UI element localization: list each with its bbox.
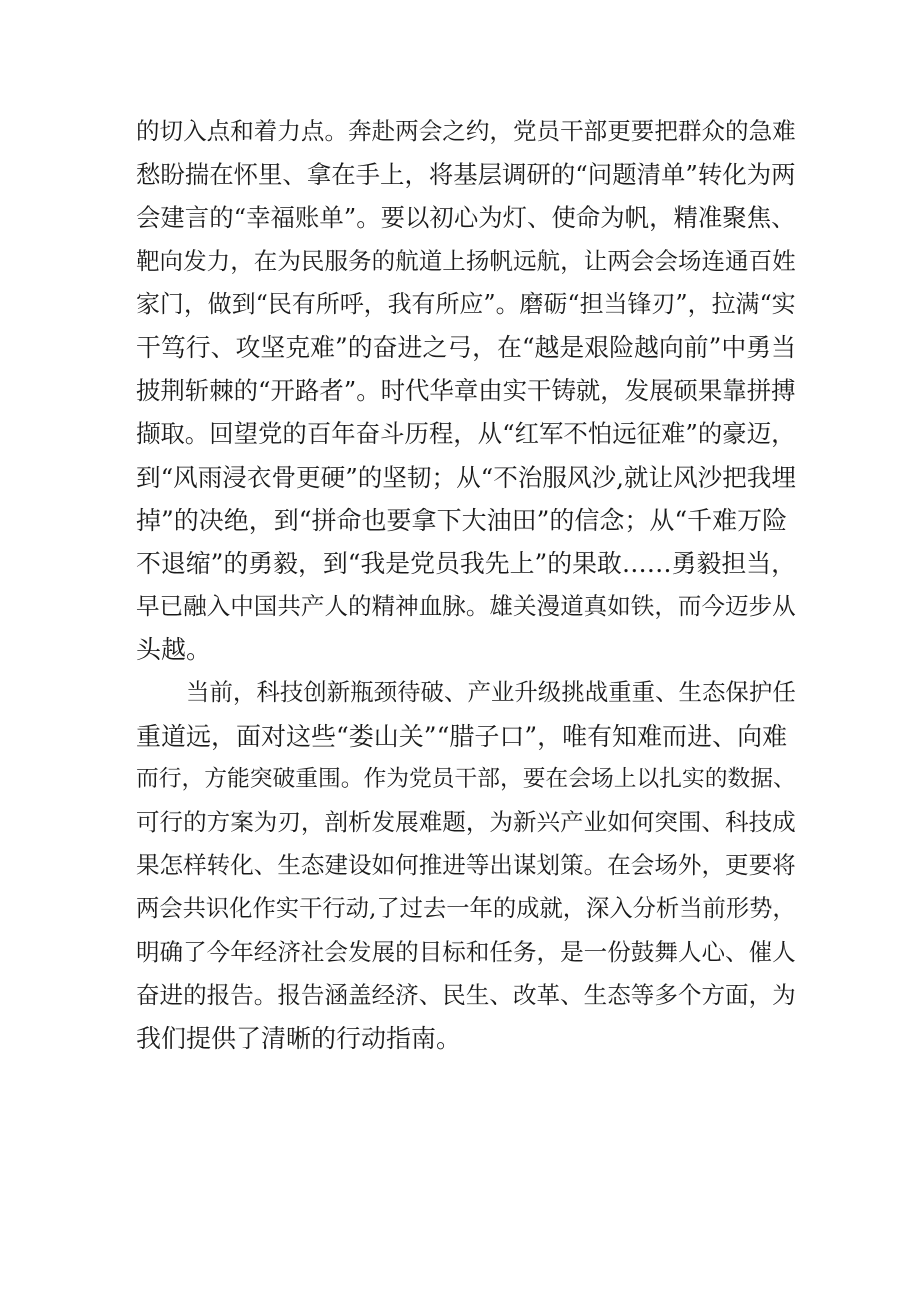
text-line: 不退缩”的勇毅，到“我是党员我先上”的果敢……勇毅担当， <box>136 548 797 578</box>
text-line: 果怎样转化、生态建设如何推进等出谋划策。在会场外，更要将 <box>136 851 796 880</box>
text-line: 我们提供了清晰的行动指南。 <box>136 1023 462 1053</box>
text-line: 早已融入中国共产人的精神血脉。雄关漫道真如铁，而今迈步从 <box>136 592 796 621</box>
text-line: 而行，方能突破重围。作为党员干部，要在会场上以扎实的数据、 <box>136 765 796 792</box>
text-line: 披荆斩棘的“开路者”。时代华章由实干铸就，发展硕果靠拼搏 <box>136 376 796 406</box>
text-line: 干笃行、攻坚克难”的奋进之弓，在“越是艰险越向前”中勇当 <box>136 332 797 362</box>
paragraph <box>136 671 796 1060</box>
text-line: 靶向发力，在为民服务的航道上扬帆远航，让两会会场连通百姓 <box>136 246 796 275</box>
text-line: 到“风雨浸衣骨更硬”的坚韧；从“不治服风沙,就让风沙把我埋 <box>136 462 796 492</box>
text-line: 撷取。回望党的百年奋斗历程，从“红军不怕远征难”的豪迈， <box>136 419 796 449</box>
text-line: 掉”的决绝，到“拼命也要拿下大油田”的信念；从“千难万险 <box>136 505 788 535</box>
text-line: 当前，科技创新瓶颈待破、产业升级挑战重重、生态保护任 <box>186 678 796 707</box>
text-line: 可行的方案为刃，剖析发展难题，为新兴产业如何突围、科技成 <box>136 808 796 836</box>
text-line: 家门，做到“民有所呼，我有所应”。磨砺“担当锋刃”，拉满“实 <box>136 289 796 318</box>
text-line: 头越。 <box>136 635 212 665</box>
text-line: 重道远，面对这些“娄山关”“腊子口”，唯有知难而进、向难 <box>136 721 788 751</box>
text-line: 明确了今年经济社会发展的目标和任务，是一份鼓舞人心、催人 <box>136 937 796 966</box>
text-line: 的切入点和着力点。奔赴两会之约，党员干部更要把群众的急难 <box>136 117 796 145</box>
paragraph <box>136 110 796 671</box>
text-line: 愁盼揣在怀里、拿在手上，将基层调研的“问题清单”转化为两 <box>136 160 796 190</box>
text-line: 会建言的“幸福账单”。要以初心为灯、使命为帆，精准聚焦、 <box>136 203 796 233</box>
text-line: 两会共识化作实干行动,了过去一年的成就，深入分析当前形势， <box>136 895 796 923</box>
document-body <box>136 110 796 1060</box>
text-line: 奋进的报告。报告涵盖经济、民生、改革、生态等多个方面，为 <box>136 980 796 1009</box>
